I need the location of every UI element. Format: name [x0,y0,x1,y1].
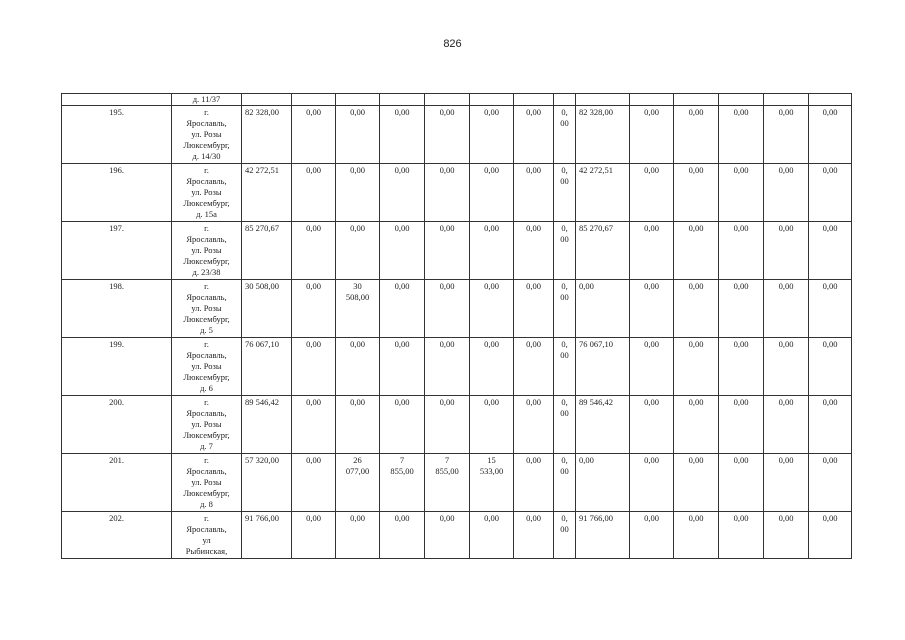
address-cell-line: д. 7 [200,441,213,451]
value-cell-line: 0,00 [394,107,410,117]
value-cell: 0,00 [764,164,809,222]
value-cell: 0,00 [292,164,336,222]
address-cell [172,454,242,512]
value-cell-line: 00 [560,350,569,360]
value-cell: 0,00 [719,280,764,338]
value-cell-line: 0,00 [350,397,365,407]
value-cell: 89 546,42 [576,396,630,454]
address-cell [172,164,242,222]
value-cell [380,106,425,164]
value-cell [380,454,425,512]
address-cell-line: г. [204,223,209,233]
row-number-cell [62,94,172,106]
value-cell [336,222,380,280]
value-cell: 0,00 [719,164,764,222]
value-cell [380,338,425,396]
value-cell [425,280,470,338]
address-cell [172,512,242,559]
value-cell: 42 272,51 [576,164,630,222]
value-cell-line: 0, [561,107,568,117]
address-cell-line: г. [204,513,209,523]
address-cell-line: Рыбинская, [185,546,228,556]
value-cell [470,396,514,454]
value-cell-line: 0, [561,513,568,523]
table-row [62,338,852,396]
value-cell-line: 0, [561,455,568,465]
value-cell-line: 0,00 [439,281,455,291]
value-cell-line: 0,00 [439,107,455,117]
value-cell-line: 533,00 [479,466,504,476]
value-cell-line: 0,00 [350,339,365,349]
total-cell: 89 546,42 [242,396,292,454]
value-cell: 76 067,10 [576,338,630,396]
address-cell-line: ул. Розы [191,245,222,255]
address-cell-line: ул [202,535,211,545]
value-cell [470,280,514,338]
address-cell-line: г. [204,455,209,465]
address-cell-line: Ярославль, [186,408,227,418]
value-cell-line: 508,00 [345,292,370,302]
address-cell-line: ул. Розы [191,303,222,313]
value-cell: 0,00 [674,454,719,512]
value-cell-line: 0,00 [394,165,410,175]
address-cell [172,222,242,280]
value-cell: 0,00 [292,454,336,512]
address-cell-line: д. 23/38 [192,267,221,277]
value-cell: 0,00 [674,106,719,164]
value-cell-line: 0,00 [439,223,455,233]
value-cell [554,454,576,512]
value-cell-line: 0,00 [394,397,410,407]
value-cell [425,338,470,396]
address-cell-line: Люксембург, [183,198,230,208]
value-cell: 0,00 [514,512,554,559]
value-cell: 0,00 [764,222,809,280]
value-cell-line: 00 [560,466,569,476]
value-cell-line: 0,00 [439,339,455,349]
value-cell: 0,00 [719,338,764,396]
row-number-cell: 197. [62,222,172,280]
table-row [62,280,852,338]
address-cell-line: ул. Розы [191,477,222,487]
value-cell-line: 0,00 [484,397,499,407]
value-cell: 0,00 [809,222,852,280]
value-cell: 0,00 [809,396,852,454]
address-cell-line: Ярославль, [186,292,227,302]
value-cell: 0,00 [719,512,764,559]
value-cell-line: 00 [560,524,569,534]
address-cell-line: Люксембург, [183,430,230,440]
table-row [62,396,852,454]
value-cell-line: 855,00 [390,466,414,476]
value-cell [554,396,576,454]
table-row-continuation [62,94,852,106]
value-cell: 85 270,67 [576,222,630,280]
value-cell [554,280,576,338]
value-cell [336,338,380,396]
value-cell: 0,00 [674,512,719,559]
address-cell-line: Ярославль, [186,524,227,534]
value-cell [425,512,470,559]
value-cell [425,164,470,222]
address-cell-line: г. [204,397,209,407]
value-cell: 0,00 [764,280,809,338]
page-number: 826 [443,38,462,50]
address-cell-line: Ярославль, [186,350,227,360]
row-number-cell: 201. [62,454,172,512]
value-cell: 0,00 [630,222,674,280]
value-cell-line: 0,00 [350,107,365,117]
value-cell-line: 0,00 [350,223,365,233]
value-cell-line: 0,00 [394,513,410,523]
value-cell: 0,00 [292,106,336,164]
value-cell [425,454,470,512]
value-cell: 0,00 [764,106,809,164]
value-cell [336,280,380,338]
value-cell-line: 0,00 [484,165,499,175]
value-cell: 0,00 [514,454,554,512]
address-cell-line: ул. Розы [191,129,222,139]
table-body [62,94,852,559]
value-cell [554,164,576,222]
value-cell [380,396,425,454]
value-cell-line: 15 [487,455,496,465]
value-cell: 91 766,00 [576,512,630,559]
address-cell-line: Ярославль, [186,176,227,186]
value-cell [336,396,380,454]
row-number-cell: 202. [62,512,172,559]
value-cell [425,396,470,454]
address-cell-line: ул. Розы [191,419,222,429]
value-cell: 0,00 [764,454,809,512]
value-cell-line: 00 [560,292,569,302]
row-number-cell: 199. [62,338,172,396]
address-cell-line: Люксембург, [183,314,230,324]
row-number-cell: 196. [62,164,172,222]
value-cell: 0,00 [576,454,630,512]
value-cell [336,512,380,559]
address-cell [172,396,242,454]
table-row [62,164,852,222]
value-cell-line: 7 [399,455,405,465]
address-cell: д. 11/37 [172,94,242,106]
value-cell-line: 0,00 [394,339,410,349]
value-cell-line: 0, [561,281,568,291]
value-cell: 0,00 [514,396,554,454]
value-cell [380,280,425,338]
address-cell-line: д. 8 [200,499,213,509]
value-cell: 0,00 [719,222,764,280]
value-cell-line: 26 [353,455,362,465]
value-cell [554,338,576,396]
address-cell-line: Ярославль, [186,466,227,476]
address-cell-line: Ярославль, [186,234,227,244]
value-cell: 0,00 [674,280,719,338]
total-cell: 76 067,10 [242,338,292,396]
address-cell [172,338,242,396]
value-cell-line: 077,00 [345,466,370,476]
value-cell [380,164,425,222]
value-cell: 0,00 [630,512,674,559]
address-cell-line: г. [204,339,209,349]
address-cell [172,280,242,338]
total-cell: 91 766,00 [242,512,292,559]
table-row [62,512,852,559]
value-cell [470,454,514,512]
total-cell: 82 328,00 [242,106,292,164]
value-cell-line: 0,00 [350,513,365,523]
value-cell: 0,00 [674,396,719,454]
value-cell: 0,00 [719,106,764,164]
table-row [62,222,852,280]
value-cell [336,106,380,164]
value-cell [470,164,514,222]
value-cell: 0,00 [764,338,809,396]
value-cell: 0,00 [514,280,554,338]
value-cell: 0,00 [809,338,852,396]
value-cell: 82 328,00 [576,106,630,164]
value-cell: 0,00 [292,280,336,338]
value-cell-line: 0, [561,223,568,233]
value-cell [554,106,576,164]
address-cell-line: Люксембург, [183,488,230,498]
value-cell [336,454,380,512]
value-cell: 0,00 [674,338,719,396]
value-cell [470,222,514,280]
value-cell-line: 30 [353,281,362,291]
value-cell: 0,00 [719,454,764,512]
address-cell-line: Люксембург, [183,256,230,266]
value-cell: 0,00 [514,222,554,280]
value-cell [425,106,470,164]
value-cell: 0,00 [630,454,674,512]
value-cell: 0,00 [292,222,336,280]
address-cell-line: д. 5 [200,325,213,335]
value-cell-line: 00 [560,408,569,418]
value-cell-line: 855,00 [435,466,459,476]
value-cell: 0,00 [764,512,809,559]
address-cell-line: ул. Розы [191,187,222,197]
value-cell: 0,00 [809,106,852,164]
value-cell [470,512,514,559]
total-cell: 57 320,00 [242,454,292,512]
value-cell-line: 00 [560,234,569,244]
value-cell-line: 0,00 [484,107,499,117]
table-row [62,454,852,512]
value-cell [336,164,380,222]
value-cell: 0,00 [630,396,674,454]
row-number-cell: 200. [62,396,172,454]
value-cell: 0,00 [674,222,719,280]
address-cell-line: Люксембург, [183,372,230,382]
value-cell-line: 7 [444,455,450,465]
row-number-cell: 195. [62,106,172,164]
total-cell: 85 270,67 [242,222,292,280]
value-cell: 0,00 [630,280,674,338]
value-cell [380,512,425,559]
row-number-cell: 198. [62,280,172,338]
value-cell-line: 0,00 [484,223,499,233]
value-cell-line: 0,00 [439,513,455,523]
address-cell-line: Люксембург, [183,140,230,150]
address-cell-line: г. [204,281,209,291]
value-cell-line: 00 [560,176,569,186]
value-cell: 0,00 [292,338,336,396]
value-cell: 0,00 [809,454,852,512]
value-cell-line: 0, [561,165,568,175]
value-cell-line: 00 [560,118,569,128]
value-cell: 0,00 [514,164,554,222]
address-cell-line: д. 14/30 [192,151,221,161]
value-cell [554,222,576,280]
value-cell-line: 0, [561,339,568,349]
value-cell [470,338,514,396]
value-cell-line: 0,00 [394,223,410,233]
value-cell-line: 0,00 [394,281,410,291]
value-cell: 0,00 [809,512,852,559]
value-cell [470,106,514,164]
address-cell-line: г. [204,107,209,117]
value-cell-line: 0,00 [484,281,499,291]
value-cell-line: 0,00 [350,165,365,175]
value-cell: 0,00 [514,338,554,396]
address-cell-line: д. 6 [200,383,213,393]
value-cell-line: 0,00 [439,165,455,175]
address-cell [172,106,242,164]
value-cell-line: 0,00 [484,513,499,523]
value-cell: 0,00 [630,164,674,222]
total-cell: 42 272,51 [242,164,292,222]
value-cell: 0,00 [514,106,554,164]
total-cell: 30 508,00 [242,280,292,338]
value-cell [425,222,470,280]
value-cell-line: 0, [561,397,568,407]
value-cell: 0,00 [764,396,809,454]
value-cell-line: 0,00 [439,397,455,407]
value-cell: 0,00 [719,396,764,454]
value-cell: 0,00 [292,512,336,559]
value-cell: 0,00 [292,396,336,454]
register-table [61,93,852,559]
table-row [62,106,852,164]
value-cell: 0,00 [576,280,630,338]
value-cell: 0,00 [674,164,719,222]
address-cell-line: Ярославль, [186,118,227,128]
address-cell-line: ул. Розы [191,361,222,371]
value-cell-line: 0,00 [484,339,499,349]
address-cell-line: г. [204,165,209,175]
value-cell: 0,00 [630,106,674,164]
value-cell: 0,00 [809,164,852,222]
value-cell [380,222,425,280]
address-cell-line: д. 15а [196,209,217,219]
value-cell: 0,00 [630,338,674,396]
value-cell: 0,00 [809,280,852,338]
value-cell [554,512,576,559]
